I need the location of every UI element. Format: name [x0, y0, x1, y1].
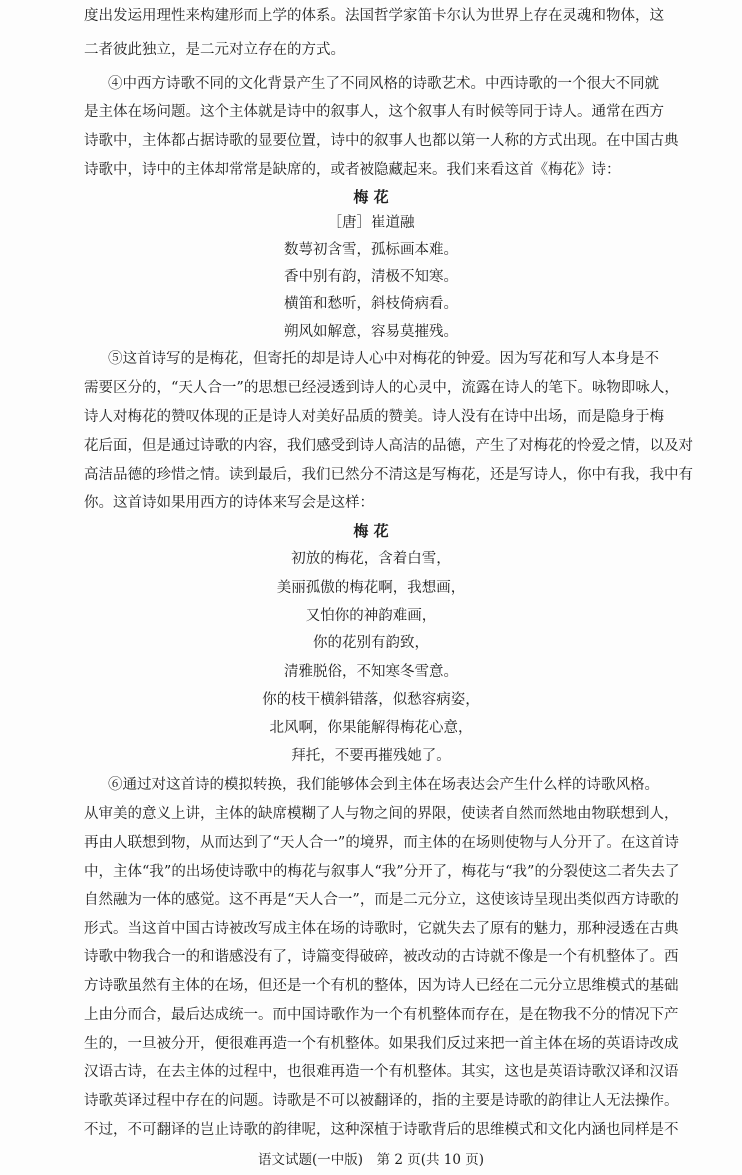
- poem2-title: 梅 花: [353, 522, 389, 540]
- poem2-line-2: 美丽孤傲的梅花啊，我想画，: [276, 580, 466, 596]
- para4-line-3: 诗歌中，主体都占据诗歌的显要位置，诗中的叙事人也都以第一人称的方式出现。在中国古典: [84, 133, 679, 149]
- poem1-line-4: 朔风如解意，容易莫摧残。: [284, 324, 458, 340]
- para6-line-5: 自然融为一体的感觉。这不再是“天人合一”，而是二元分立，这使该诗呈现出类似西方诗歌的: [84, 892, 679, 908]
- para6-line-12: 诗歌英译过程中存在的问题。诗歌是不可以被翻译的，指的主要是诗歌的韵律让人无法操作。: [84, 1093, 679, 1109]
- poem2-line-1: 初放的梅花，含着白雪，: [291, 551, 451, 567]
- para6-line-3: 再由人联想到物，从而达到了“天人合一”的境界，而主体的在场则使物与人分开了。在这首诗: [84, 835, 679, 851]
- para3-line-1: 度出发运用理性来构建形而上学的体系。法国哲学家笛卡尔认为世界上存在灵魂和物体，这: [84, 8, 664, 24]
- poem2-line-8: 拜托，不要再摧残她了。: [291, 748, 451, 764]
- para3-line-2: 二者彼此独立，是二元对立存在的方式。: [84, 42, 345, 58]
- para5-line-2: 需要区分的，“天人合一”的思想已经浸透到诗人的心灵中，流露在诗人的笔下。咏物即咏人，: [84, 380, 679, 396]
- poem2-line-5: 清雅脱俗，不知寒冬雪意。: [284, 664, 458, 680]
- para6-line-7: 诗歌中物我合一的和谐感没有了，诗篇变得破碎，被改动的古诗就不像是一个有机整体了。西: [84, 949, 679, 965]
- para5-line-4: 花后面，但是通过诗歌的内容，我们感受到诗人高洁的品德，产生了对梅花的怜爱之情，以及对: [84, 438, 693, 454]
- para6-line-4: 中，主体“我”的出场使诗歌中的梅花与叙事人“我”分开了，梅花与“我”的分裂使这二者失去了: [84, 864, 680, 880]
- para6-line-11: 汉语古诗，在去主体的过程中，也很难再造一个有机整体。其实，这也是英语诗歌汉译和汉语: [84, 1064, 679, 1080]
- para6-line-2: 从审美的意义上讲，主体的缺席模糊了人与物之间的界限，使读者自然而然地由物联想到人，: [84, 806, 679, 822]
- para5-line-6: 你。这首诗如果用西方的诗体来写会是这样：: [84, 495, 374, 511]
- para4-line-2: 是主体在场问题。这个主体就是诗中的叙事人，这个叙事人有时候等同于诗人。通常在西方: [84, 104, 664, 120]
- page-footer: 语文试题(一中版) 第 2 页(共 10 页): [258, 1152, 484, 1168]
- poem2-line-4: 你的花别有韵致，: [313, 635, 429, 651]
- poem2-line-3: 又怕你的神韵难画，: [305, 608, 437, 624]
- poem1-line-3: 横笛和愁听，斜枝倚病看。: [284, 296, 458, 312]
- poem1-line-2: 香中别有韵，清极不知寒。: [284, 269, 458, 285]
- poem1-title: 梅 花: [353, 188, 389, 206]
- para6-line-10: 生的，一旦被分开，便很难再造一个有机整体。如果我们反过来把一首主体在场的英语诗改成: [84, 1036, 679, 1052]
- para5-line-3: 诗人对梅花的赞叹体现的正是诗人对美好品质的赞美。诗人没有在诗中出场，而是隐身于梅: [84, 409, 664, 425]
- poem2-line-7: 北风啊，你果能解得梅花心意，: [269, 720, 473, 736]
- para6-line-9: 上由分而合，最后达成统一。而中国诗歌作为一个有机整体而存在，是在物我不分的情况下产: [84, 1007, 679, 1023]
- para5-line-1: ⑤这首诗写的是梅花，但寄托的却是诗人心中对梅花的钟爱。因为写花和写人本身是不: [108, 351, 659, 367]
- para5-line-5: 高洁品德的珍惜之情。读到最后，我们已然分不清这是写梅花，还是写诗人，你中有我，我中有: [84, 467, 693, 483]
- para6-line-13: 不过，不可翻译的岂止诗歌的韵律呢，这种深植于诗歌背后的思维模式和文化内涵也同样是不: [84, 1122, 679, 1138]
- para6-line-6: 形式。当这首中国古诗被改写成主体在场的诗歌时，它就失去了原有的魅力，那种浸透在古典: [84, 921, 679, 937]
- para6-line-8: 方诗歌虽然有主体的在场，但还是一个有机的整体，因为诗人已经在二元分立思维模式的基础: [84, 978, 679, 994]
- para6-line-1: ⑥通过对这首诗的模拟转换，我们能够体会到主体在场表达会产生什么样的诗歌风格。: [108, 777, 659, 793]
- poem1-line-1: 数萼初含雪，孤标画本难。: [284, 242, 458, 258]
- poem1-author: ［唐］崔道融: [327, 215, 415, 231]
- para4-line-1: ④中西方诗歌不同的文化背景产生了不同风格的诗歌艺术。中西诗歌的一个很大不同就: [108, 76, 659, 92]
- para4-line-4: 诗歌中，诗中的主体却常常是缺席的，或者被隐藏起来。我们来看这首《梅花》诗：: [84, 162, 621, 178]
- poem2-line-6: 你的枝干横斜错落，似愁容病姿，: [262, 692, 480, 708]
